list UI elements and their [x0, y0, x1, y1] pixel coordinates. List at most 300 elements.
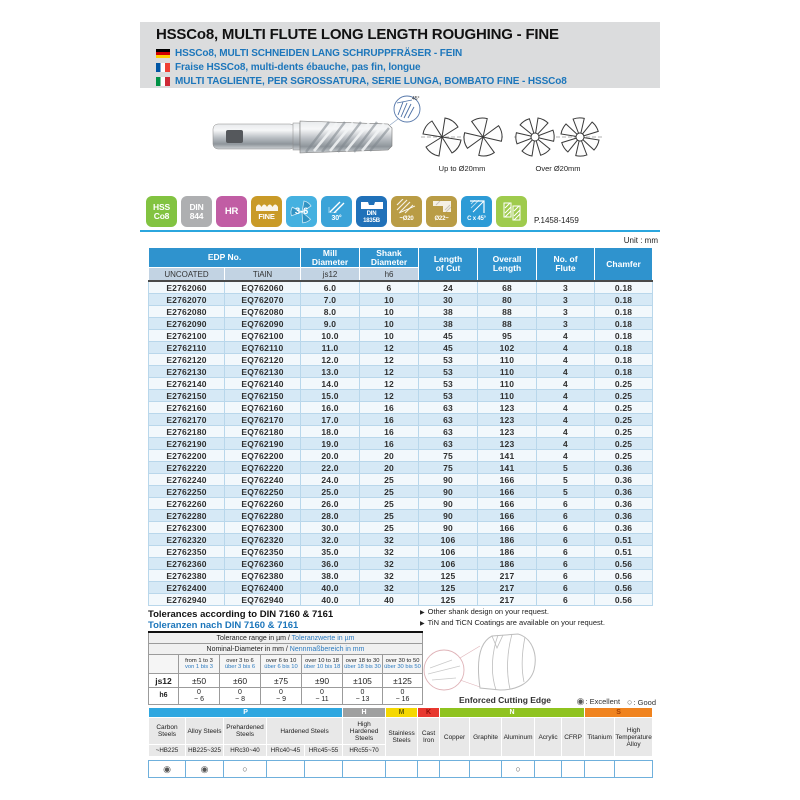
size-row [149, 378, 653, 390]
nominal-diameter-title: Nominal-Diameter in mm / Nennmaßbereich in mm [149, 644, 423, 655]
hatch-pair-icon [501, 202, 523, 221]
rating-empty [470, 761, 502, 778]
cell-length-of-cut: 75 [419, 450, 478, 462]
cell-shank-diameter: 32 [360, 558, 419, 570]
size-row [149, 474, 653, 486]
note-coatings [420, 618, 605, 629]
size-row [149, 450, 653, 462]
tolerance-value: 0 − 8 [220, 688, 261, 705]
cell-shank-diameter: 25 [360, 522, 419, 534]
tolerance-row-h6 [149, 688, 423, 705]
cell-no-of-flute: 6 [537, 582, 595, 594]
cell-no-of-flute: 3 [537, 306, 595, 318]
material-spec: ~HB225 [149, 745, 186, 757]
size-row [149, 414, 653, 426]
cell-shank-diameter: 16 [360, 426, 419, 438]
cell-chamfer: 0.36 [595, 522, 653, 534]
note-shank-design [420, 607, 605, 618]
empty-corner-cell [149, 655, 179, 674]
rating-empty [615, 761, 653, 778]
tolerances-heading-de: Toleranzen nach DIN 7160 & 7161 [148, 620, 299, 631]
size-row [149, 330, 653, 342]
cell-length-of-cut: 106 [419, 558, 478, 570]
material-name: Alloy Steels [186, 718, 224, 745]
cell-chamfer: 0.18 [595, 318, 653, 330]
cell-mill-diameter: 36.0 [301, 558, 360, 570]
cell-mill-diameter: 40.0 [301, 594, 360, 606]
cell-overall-length: 141 [478, 450, 537, 462]
rating-excellent-icon: ◉ [186, 761, 224, 778]
rating-empty [418, 761, 440, 778]
cell-mill-diameter: 35.0 [301, 546, 360, 558]
cell-edp-tialn: EQ762080 [225, 306, 301, 318]
detail-angle-label: 45° [412, 96, 420, 102]
german-flag-icon [156, 49, 170, 58]
cell-overall-length: 110 [478, 366, 537, 378]
cell-no-of-flute: 3 [537, 318, 595, 330]
cell-shank-diameter: 10 [360, 306, 419, 318]
cell-edp-uncoated: E2762140 [149, 378, 225, 390]
cross-section-4-flute-icon [421, 110, 510, 164]
cell-length-of-cut: 125 [419, 594, 478, 606]
hatch-arrow-icon [396, 199, 418, 214]
hatch-step-icon [431, 200, 453, 214]
chamfer-icon [468, 200, 486, 214]
cell-length-of-cut: 38 [419, 306, 478, 318]
material-spec: HRc30~40 [224, 745, 267, 757]
material-name: Carbon Steels [149, 718, 186, 745]
cell-mill-diameter: 10.0 [301, 330, 360, 342]
cell-chamfer: 0.36 [595, 474, 653, 486]
badge-list [146, 196, 527, 227]
size-row [149, 402, 653, 414]
badge-chamfer-c45 [461, 196, 492, 227]
cell-edp-tialn: EQ762220 [225, 462, 301, 474]
material-name: High Hardened Steels [343, 718, 386, 745]
cell-length-of-cut: 63 [419, 402, 478, 414]
french-flag-icon [156, 63, 170, 72]
material-table-body [149, 708, 653, 778]
cell-edp-uncoated: E2762360 [149, 558, 225, 570]
cell-edp-uncoated: E2762320 [149, 534, 225, 546]
cell-chamfer: 0.18 [595, 281, 653, 294]
cell-shank-diameter: 6 [360, 281, 419, 294]
size-table-body [149, 281, 653, 606]
cell-no-of-flute: 6 [537, 534, 595, 546]
cell-no-of-flute: 6 [537, 570, 595, 582]
cell-edp-uncoated: E2762160 [149, 402, 225, 414]
cell-length-of-cut: 125 [419, 570, 478, 582]
size-table-head [149, 248, 653, 282]
cell-length-of-cut: 53 [419, 390, 478, 402]
iso-group-N: N [440, 708, 585, 718]
cell-length-of-cut: 53 [419, 354, 478, 366]
cell-overall-length: 217 [478, 582, 537, 594]
badge-label: HSS Co8 [153, 201, 170, 221]
cell-overall-length: 166 [478, 474, 537, 486]
helix-icon [328, 200, 346, 213]
cell-no-of-flute: 6 [537, 594, 595, 606]
material-name: Cast Iron [418, 718, 440, 757]
italian-flag-icon [156, 77, 170, 86]
cell-overall-length: 186 [478, 534, 537, 546]
tolerance-col-header: over 3 to 6 über 3 bis 6 [220, 655, 261, 674]
cell-mill-diameter: 13.0 [301, 366, 360, 378]
cell-edp-uncoated: E2762940 [149, 594, 225, 606]
cell-edp-uncoated: E2762100 [149, 330, 225, 342]
badge-label: HR [224, 206, 239, 217]
cell-length-of-cut: 106 [419, 534, 478, 546]
triangle-bullet-icon: ▶ [420, 610, 425, 616]
cell-edp-tialn: EQ762190 [225, 438, 301, 450]
subcol-h6: h6 [360, 268, 419, 282]
cell-overall-length: 110 [478, 378, 537, 390]
cell-edp-tialn: EQ762240 [225, 474, 301, 486]
cell-overall-length: 186 [478, 546, 537, 558]
cross-section-label-large: Over Ø20mm [535, 164, 581, 173]
cell-length-of-cut: 106 [419, 546, 478, 558]
cell-overall-length: 95 [478, 330, 537, 342]
badge-hr [216, 196, 247, 227]
cell-edp-tialn: EQ762150 [225, 390, 301, 402]
cell-mill-diameter: 14.0 [301, 378, 360, 390]
cell-chamfer: 0.18 [595, 354, 653, 366]
cell-shank-diameter: 20 [360, 462, 419, 474]
note-text: TiN and TiCN Coatings are available on your request. [427, 618, 605, 627]
cell-edp-uncoated: E2762130 [149, 366, 225, 378]
cell-edp-uncoated: E2762070 [149, 294, 225, 306]
cell-length-of-cut: 38 [419, 318, 478, 330]
cell-shank-diameter: 25 [360, 498, 419, 510]
subtitle-it-text: MULTI TAGLIENTE, PER SGROSSATURA, SERIE LUNGA, BOMBATO FINE - HSSCo8 [175, 75, 567, 87]
cell-mill-diameter: 19.0 [301, 438, 360, 450]
cell-edp-uncoated: E2762280 [149, 510, 225, 522]
material-name: Hardened Steels [267, 718, 343, 745]
cell-chamfer: 0.51 [595, 546, 653, 558]
cell-edp-uncoated: E2762090 [149, 318, 225, 330]
cell-no-of-flute: 5 [537, 486, 595, 498]
iso-group-band [149, 708, 653, 718]
material-name: Copper [440, 718, 470, 757]
badge-din-1835b [356, 196, 387, 227]
cell-shank-diameter: 32 [360, 570, 419, 582]
subtitle-it [156, 74, 660, 88]
cell-no-of-flute: 4 [537, 342, 595, 354]
cell-chamfer: 0.18 [595, 330, 653, 342]
cell-mill-diameter: 17.0 [301, 414, 360, 426]
size-row [149, 582, 653, 594]
cell-no-of-flute: 6 [537, 522, 595, 534]
cell-no-of-flute: 4 [537, 390, 595, 402]
tolerance-table [148, 631, 423, 705]
cell-mill-diameter: 15.0 [301, 390, 360, 402]
cell-overall-length: 166 [478, 522, 537, 534]
iso-group-H: H [343, 708, 386, 718]
col-shank-diameter: Shank Diameter [360, 248, 419, 268]
tolerance-value: 0 − 11 [302, 688, 343, 705]
cell-mill-diameter: 16.0 [301, 402, 360, 414]
cell-overall-length: 110 [478, 354, 537, 366]
badge-label: DIN 1835B [363, 211, 380, 224]
cell-mill-diameter: 30.0 [301, 522, 360, 534]
tolerance-value: 0 − 16 [383, 688, 423, 705]
cell-length-of-cut: 63 [419, 426, 478, 438]
badge-label: DIN 844 [189, 201, 204, 221]
cell-overall-length: 102 [478, 342, 537, 354]
cell-edp-tialn: EQ762200 [225, 450, 301, 462]
size-row [149, 462, 653, 474]
cell-chamfer: 0.25 [595, 426, 653, 438]
cell-overall-length: 123 [478, 402, 537, 414]
size-row [149, 390, 653, 402]
cell-edp-tialn: EQ762940 [225, 594, 301, 606]
size-row [149, 498, 653, 510]
cell-edp-uncoated: E2762380 [149, 570, 225, 582]
enforced-cutting-edge-title: Enforced Cutting Edge [458, 695, 552, 705]
badge-flutes-3-6 [286, 196, 317, 227]
cell-chamfer: 0.18 [595, 366, 653, 378]
cell-mill-diameter: 12.0 [301, 354, 360, 366]
cell-chamfer: 0.25 [595, 402, 653, 414]
cell-length-of-cut: 30 [419, 294, 478, 306]
cell-edp-tialn: EQ762350 [225, 546, 301, 558]
cell-edp-uncoated: E2762240 [149, 474, 225, 486]
triangle-bullet-icon: ▶ [420, 621, 425, 627]
size-row [149, 510, 653, 522]
wave-icon [256, 202, 278, 211]
size-row [149, 426, 653, 438]
cell-edp-tialn: EQ762120 [225, 354, 301, 366]
material-table [148, 707, 653, 778]
cell-overall-length: 166 [478, 510, 537, 522]
cell-overall-length: 123 [478, 438, 537, 450]
cell-chamfer: 0.56 [595, 570, 653, 582]
cell-overall-length: 80 [478, 294, 537, 306]
cell-overall-length: 217 [478, 570, 537, 582]
tolerances-heading-en: Tolerances according to DIN 7160 & 7161 [148, 609, 334, 620]
material-rating-row [149, 761, 653, 778]
header-block [140, 22, 660, 88]
cell-edp-tialn: EQ762060 [225, 281, 301, 294]
cell-length-of-cut: 45 [419, 330, 478, 342]
tolerance-col-header: from 1 to 3 von 1 bis 3 [179, 655, 220, 674]
notes [420, 607, 605, 629]
cell-overall-length: 166 [478, 498, 537, 510]
cell-overall-length: 68 [478, 281, 537, 294]
cell-edp-uncoated: E2762060 [149, 281, 225, 294]
cell-overall-length: 123 [478, 414, 537, 426]
cell-length-of-cut: 90 [419, 474, 478, 486]
size-row [149, 534, 653, 546]
subtitle-fr-text: Fraise HSSCo8, multi-dents ébauche, pas fin, longue [175, 61, 421, 73]
badge-din-844 [181, 196, 212, 227]
subtitle-de [156, 46, 660, 60]
cell-edp-tialn: EQ762260 [225, 498, 301, 510]
badge-label: 3-6 [294, 206, 309, 217]
cell-no-of-flute: 3 [537, 281, 595, 294]
cell-shank-diameter: 25 [360, 474, 419, 486]
cell-edp-uncoated: E2762300 [149, 522, 225, 534]
cell-shank-diameter: 12 [360, 342, 419, 354]
cell-chamfer: 0.36 [595, 486, 653, 498]
cell-chamfer: 0.25 [595, 378, 653, 390]
size-row [149, 342, 653, 354]
col-overall-length: Overall Length [478, 248, 537, 282]
size-row [149, 486, 653, 498]
cell-edp-tialn: EQ762070 [225, 294, 301, 306]
rating-empty [386, 761, 418, 778]
cell-length-of-cut: 45 [419, 342, 478, 354]
subcol-tialn: TiAlN [225, 268, 301, 282]
cell-edp-tialn: EQ762180 [225, 426, 301, 438]
unit-label: Unit : mm [623, 236, 658, 245]
size-row [149, 546, 653, 558]
cell-edp-uncoated: E2762150 [149, 390, 225, 402]
row-label-js12: js12 [149, 674, 179, 688]
cross-section-label-small: Up to Ø20mm [438, 164, 486, 173]
rating-empty [267, 761, 305, 778]
rating-empty [562, 761, 585, 778]
cell-shank-diameter: 20 [360, 450, 419, 462]
rating-excellent-icon: ◉ [149, 761, 186, 778]
cell-no-of-flute: 4 [537, 438, 595, 450]
cell-mill-diameter: 40.0 [301, 582, 360, 594]
size-row [149, 522, 653, 534]
badge-label: FINE [258, 212, 275, 221]
cell-shank-diameter: 10 [360, 318, 419, 330]
cell-edp-uncoated: E2762120 [149, 354, 225, 366]
row-label-h6: h6 [149, 688, 179, 705]
cell-chamfer: 0.18 [595, 306, 653, 318]
tolerance-value: ±125 [383, 674, 423, 688]
excellent-symbol-icon: ◉ [576, 696, 585, 706]
cell-length-of-cut: 63 [419, 414, 478, 426]
iso-group-S: S [585, 708, 653, 718]
cell-no-of-flute: 4 [537, 426, 595, 438]
cell-length-of-cut: 90 [419, 498, 478, 510]
cell-no-of-flute: 3 [537, 294, 595, 306]
cell-shank-diameter: 16 [360, 402, 419, 414]
badge-dia-over-22 [426, 196, 457, 227]
tolerance-col-headers [149, 655, 423, 674]
cell-no-of-flute: 4 [537, 378, 595, 390]
cell-length-of-cut: 24 [419, 281, 478, 294]
cell-shank-diameter: 12 [360, 366, 419, 378]
cell-mill-diameter: 20.0 [301, 450, 360, 462]
material-name: Aluminum [502, 718, 535, 757]
tolerance-row-js12 [149, 674, 423, 688]
cell-chamfer: 0.25 [595, 390, 653, 402]
cell-shank-diameter: 12 [360, 378, 419, 390]
cell-overall-length: 110 [478, 390, 537, 402]
legend-good: ○: Good [627, 696, 656, 707]
cell-chamfer: 0.56 [595, 582, 653, 594]
rating-empty [343, 761, 386, 778]
cell-no-of-flute: 6 [537, 546, 595, 558]
good-symbol-icon: ○ [627, 696, 633, 707]
tolerance-range-title: Tolerance range in µm / Toleranzwerte in µm [149, 632, 423, 644]
shank-icon [360, 199, 384, 210]
cell-chamfer: 0.18 [595, 342, 653, 354]
badge-profile [496, 196, 527, 227]
size-row [149, 438, 653, 450]
cell-edp-tialn: EQ762380 [225, 570, 301, 582]
cell-shank-diameter: 12 [360, 354, 419, 366]
iso-group-K: K [418, 708, 440, 718]
cell-no-of-flute: 5 [537, 474, 595, 486]
cell-mill-diameter: 32.0 [301, 534, 360, 546]
badge-helix-30 [321, 196, 352, 227]
cell-no-of-flute: 4 [537, 414, 595, 426]
cell-shank-diameter: 32 [360, 546, 419, 558]
material-spec: HRc40~45 [267, 745, 305, 757]
cell-edp-tialn: EQ762250 [225, 486, 301, 498]
cell-shank-diameter: 25 [360, 486, 419, 498]
cell-edp-tialn: EQ762300 [225, 522, 301, 534]
size-row [149, 294, 653, 306]
cell-no-of-flute: 6 [537, 510, 595, 522]
material-spec: HRc45~55 [305, 745, 343, 757]
cell-length-of-cut: 75 [419, 462, 478, 474]
cell-chamfer: 0.56 [595, 558, 653, 570]
cell-chamfer: 0.51 [595, 534, 653, 546]
tolerance-value: 0 − 13 [343, 688, 383, 705]
end-mill-drawing [213, 121, 392, 153]
cell-length-of-cut: 53 [419, 366, 478, 378]
cell-shank-diameter: 32 [360, 534, 419, 546]
badge-label: Ø22~ [434, 215, 449, 222]
size-row [149, 558, 653, 570]
size-row [149, 594, 653, 606]
tolerance-value: 0 − 9 [261, 688, 302, 705]
cell-length-of-cut: 125 [419, 582, 478, 594]
cell-chamfer: 0.36 [595, 462, 653, 474]
cell-length-of-cut: 90 [419, 510, 478, 522]
cell-overall-length: 217 [478, 594, 537, 606]
material-name: Titanium [585, 718, 615, 757]
material-name: Stainless Steels [386, 718, 418, 757]
cell-edp-tialn: EQ762090 [225, 318, 301, 330]
material-name: Prehardened Steels [224, 718, 267, 745]
rating-good-icon: ○ [224, 761, 267, 778]
material-name: Acrylic [535, 718, 562, 757]
cutting-edge-sketch [422, 630, 567, 694]
cell-edp-uncoated: E2762080 [149, 306, 225, 318]
cell-chamfer: 0.25 [595, 450, 653, 462]
size-table [148, 247, 653, 606]
tolerance-value: ±90 [302, 674, 343, 688]
cell-chamfer: 0.36 [595, 498, 653, 510]
size-row [149, 570, 653, 582]
cell-edp-uncoated: E2762170 [149, 414, 225, 426]
material-names-row [149, 718, 653, 745]
size-row [149, 318, 653, 330]
cell-chamfer: 0.18 [595, 294, 653, 306]
cell-shank-diameter: 16 [360, 414, 419, 426]
rating-good-icon: ○ [502, 761, 535, 778]
corner-detail-callout [390, 96, 420, 125]
cell-no-of-flute: 4 [537, 330, 595, 342]
cross-section-6-flute-icon [512, 108, 610, 167]
cell-mill-diameter: 24.0 [301, 474, 360, 486]
size-row [149, 281, 653, 294]
cell-mill-diameter: 22.0 [301, 462, 360, 474]
col-edp: EDP No. [149, 248, 301, 268]
tolerance-col-header: over 10 to 18 über 10 bis 18 [302, 655, 343, 674]
col-mill-diameter: Mill Diameter [301, 248, 360, 268]
rating-legend [577, 696, 656, 707]
cell-no-of-flute: 6 [537, 558, 595, 570]
